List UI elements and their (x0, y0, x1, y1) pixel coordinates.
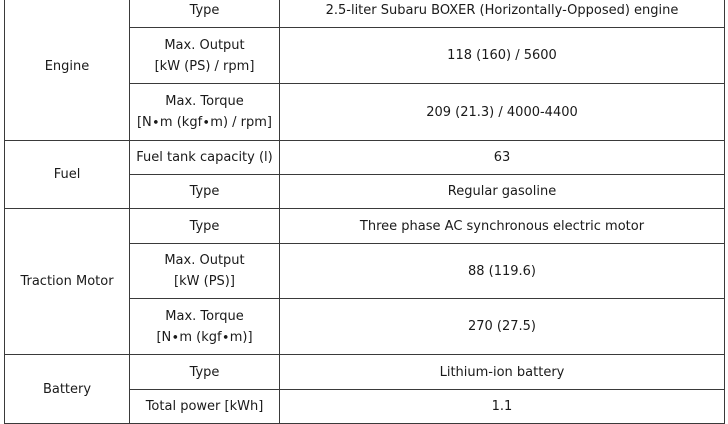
spec-value: Three phase AC synchronous electric motor (280, 209, 725, 244)
spec-label-text: Type (189, 2, 220, 18)
spec-label-unit: [N∙m (kgf∙m)] (156, 329, 253, 345)
spec-value: 118 (160) / 5600 (280, 28, 725, 84)
spec-label-unit: [kW (PS) / rpm] (154, 58, 255, 74)
spec-label-text: Max. Output (164, 37, 245, 53)
spec-label (130, 244, 280, 299)
spec-label (130, 84, 280, 141)
category-cell-fuel: Fuel (5, 141, 130, 209)
spec-label (130, 28, 280, 84)
spec-label-text: Type (189, 218, 220, 234)
spec-label (130, 141, 280, 175)
category-cell-battery: Battery (5, 355, 130, 424)
spec-value: 63 (280, 141, 725, 175)
spec-label-text: Fuel tank capacity (l) (136, 150, 273, 165)
spec-value: 2.5-liter Subaru BOXER (Horizontally-Opposed) engine (280, 0, 725, 28)
spec-label-text: Type (189, 364, 220, 380)
spec-label-text: Total power [kWh] (145, 399, 264, 414)
spec-value: 270 (27.5) (280, 299, 725, 355)
spec-label-unit: [kW (PS)] (174, 274, 235, 289)
category-cell-engine: Engine (5, 0, 130, 141)
table-row (5, 0, 725, 28)
spec-label-text: Max. Output (164, 253, 245, 268)
spec-label (130, 175, 280, 209)
table-row (5, 209, 725, 244)
spec-label (130, 390, 280, 424)
spec-label (130, 299, 280, 355)
spec-value: 1.1 (280, 390, 725, 424)
spec-value: Lithium-ion battery (280, 355, 725, 390)
spec-label (130, 209, 280, 244)
spec-label-text: Max. Torque (165, 94, 244, 109)
spec-label-unit: [N∙m (kgf∙m) / rpm] (136, 115, 272, 130)
spec-label (130, 355, 280, 390)
spec-label-text: Type (189, 184, 220, 199)
spec-label (130, 0, 280, 28)
spec-value: 88 (119.6) (280, 244, 725, 299)
spec-value: Regular gasoline (280, 175, 725, 209)
spec-label-text: Max. Torque (165, 308, 244, 324)
table-row (5, 141, 725, 175)
category-cell-traction-motor: Traction Motor (5, 209, 130, 355)
table-row (5, 355, 725, 390)
spec-table (4, 0, 725, 424)
spec-value: 209 (21.3) / 4000-4400 (280, 84, 725, 141)
